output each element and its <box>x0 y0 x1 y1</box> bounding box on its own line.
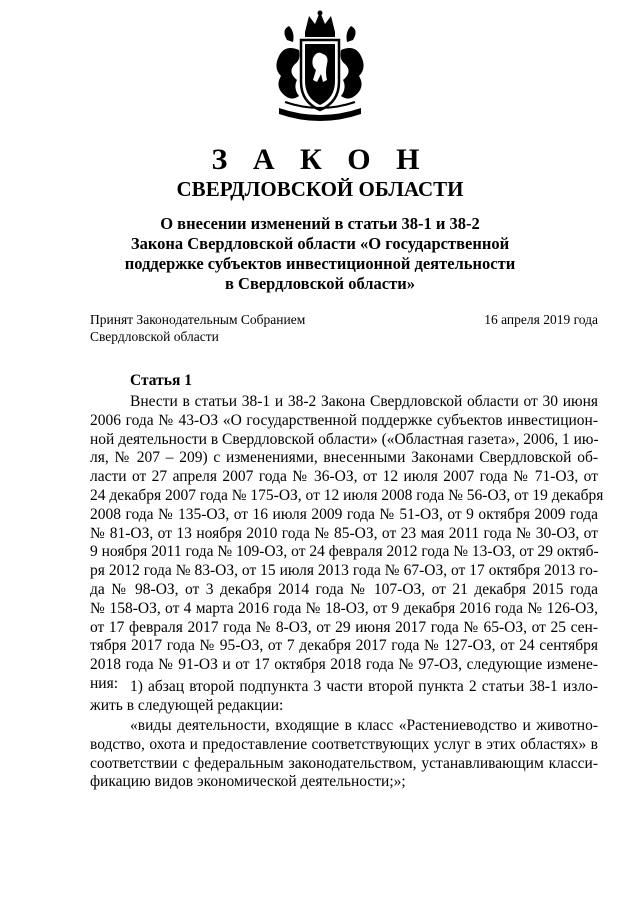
text-line: 1) абзац второй подпункта 3 части второй пункта 2 статьи 38-1 изло- <box>130 678 598 695</box>
adopted-by <box>90 311 350 345</box>
text-line: ной деятельности в Свердловской области» («Областная газета», 2006, 1 ию- <box>90 430 599 448</box>
article-paragraph <box>90 678 598 716</box>
text-line: № 158-ОЗ, от 4 марта 2016 года № 18-ОЗ, от 9 декабря 2016 года № 126-ОЗ, <box>90 599 598 617</box>
adoption-date: 16 апреля 2019 года <box>484 312 598 327</box>
article-paragraph <box>90 717 598 792</box>
article-title: Статья 1 <box>130 372 192 389</box>
text-line: 2006 года № 43-ОЗ «О государственной поддержке субъектов инвестицион- <box>90 411 598 429</box>
text-line: фикацию видов экономической деятельности;»; <box>90 773 406 791</box>
document-title-line: поддержке субъектов инвестиционной деятельности <box>124 254 516 273</box>
coat-of-arms-icon <box>265 10 375 125</box>
text-line: 2008 года № 135-ОЗ, от 16 июля 2009 года № 51-ОЗ, от 9 октября 2009 года <box>90 505 598 523</box>
document-title-line: в Свердловской области» <box>225 274 415 293</box>
adopted-by-line: Свердловской области <box>90 329 219 344</box>
text-line: 24 декабря 2007 года № 175-ОЗ, от 12 июля 2008 года № 56-ОЗ, от 19 декабря <box>90 486 604 504</box>
document-title-line: О внесении изменений в статьи 38-1 и 38-2 <box>160 214 480 233</box>
adopted-by-line: Принят Законодательным Собранием <box>90 312 306 327</box>
text-line: да № 98-ОЗ, от 3 декабря 2014 года № 107-ОЗ, от 21 декабря 2015 года <box>90 580 598 598</box>
region-heading: СВЕРДЛОВСКОЙ ОБЛАСТИ <box>176 177 464 201</box>
text-line: ласти от 27 апреля 2007 года № 36-ОЗ, от 12 июля 2007 года № 71-ОЗ, от <box>90 468 598 486</box>
text-line: жить в следующей редакции: <box>90 696 284 714</box>
text-line: ря 2012 года № 83-ОЗ, от 15 июля 2013 года № 67-ОЗ, от 17 октября 2013 го- <box>90 562 598 580</box>
text-line: «виды деятельности, входящие в класс «Растениеводство и животно- <box>130 717 598 734</box>
text-line: тября 2017 года № 95-ОЗ, от 7 декабря 2017 года № 127-ОЗ, от 24 сентября <box>90 637 598 655</box>
text-line: Внести в статьи 38-1 и 38-2 Закона Свердловской области от 30 июня <box>130 393 598 410</box>
text-line: ния: <box>90 674 119 692</box>
text-line: ля, № 207 – 209) с изменениями, внесенными Законами Свердловской об- <box>90 449 598 467</box>
text-line: 2018 года № 91-ОЗ и от 17 октября 2018 года № 97-ОЗ, следующие измене- <box>90 656 598 674</box>
text-line: водство, охота и предоставление соответствующих услуг в этих областях» в <box>90 735 598 753</box>
text-line: 9 ноября 2011 года № 109-ОЗ, от 24 февраля 2012 года № 13-ОЗ, от 29 октяб- <box>90 543 599 561</box>
law-heading: З А К О Н <box>211 143 429 176</box>
document-title <box>110 214 530 294</box>
text-line: № 81-ОЗ, от 13 ноября 2010 года № 85-ОЗ, от 23 мая 2011 года № 30-ОЗ, от <box>90 524 598 542</box>
document-title-line: Закона Свердловской области «О государственной <box>130 234 510 253</box>
text-line: от 17 февраля 2017 года № 8-ОЗ, от 29 июня 2017 года № 65-ОЗ, от 25 сен- <box>90 618 598 636</box>
article-paragraph <box>90 393 604 694</box>
text-line: соответствии с федеральным законодательством, устанавливающим класси- <box>90 754 598 772</box>
